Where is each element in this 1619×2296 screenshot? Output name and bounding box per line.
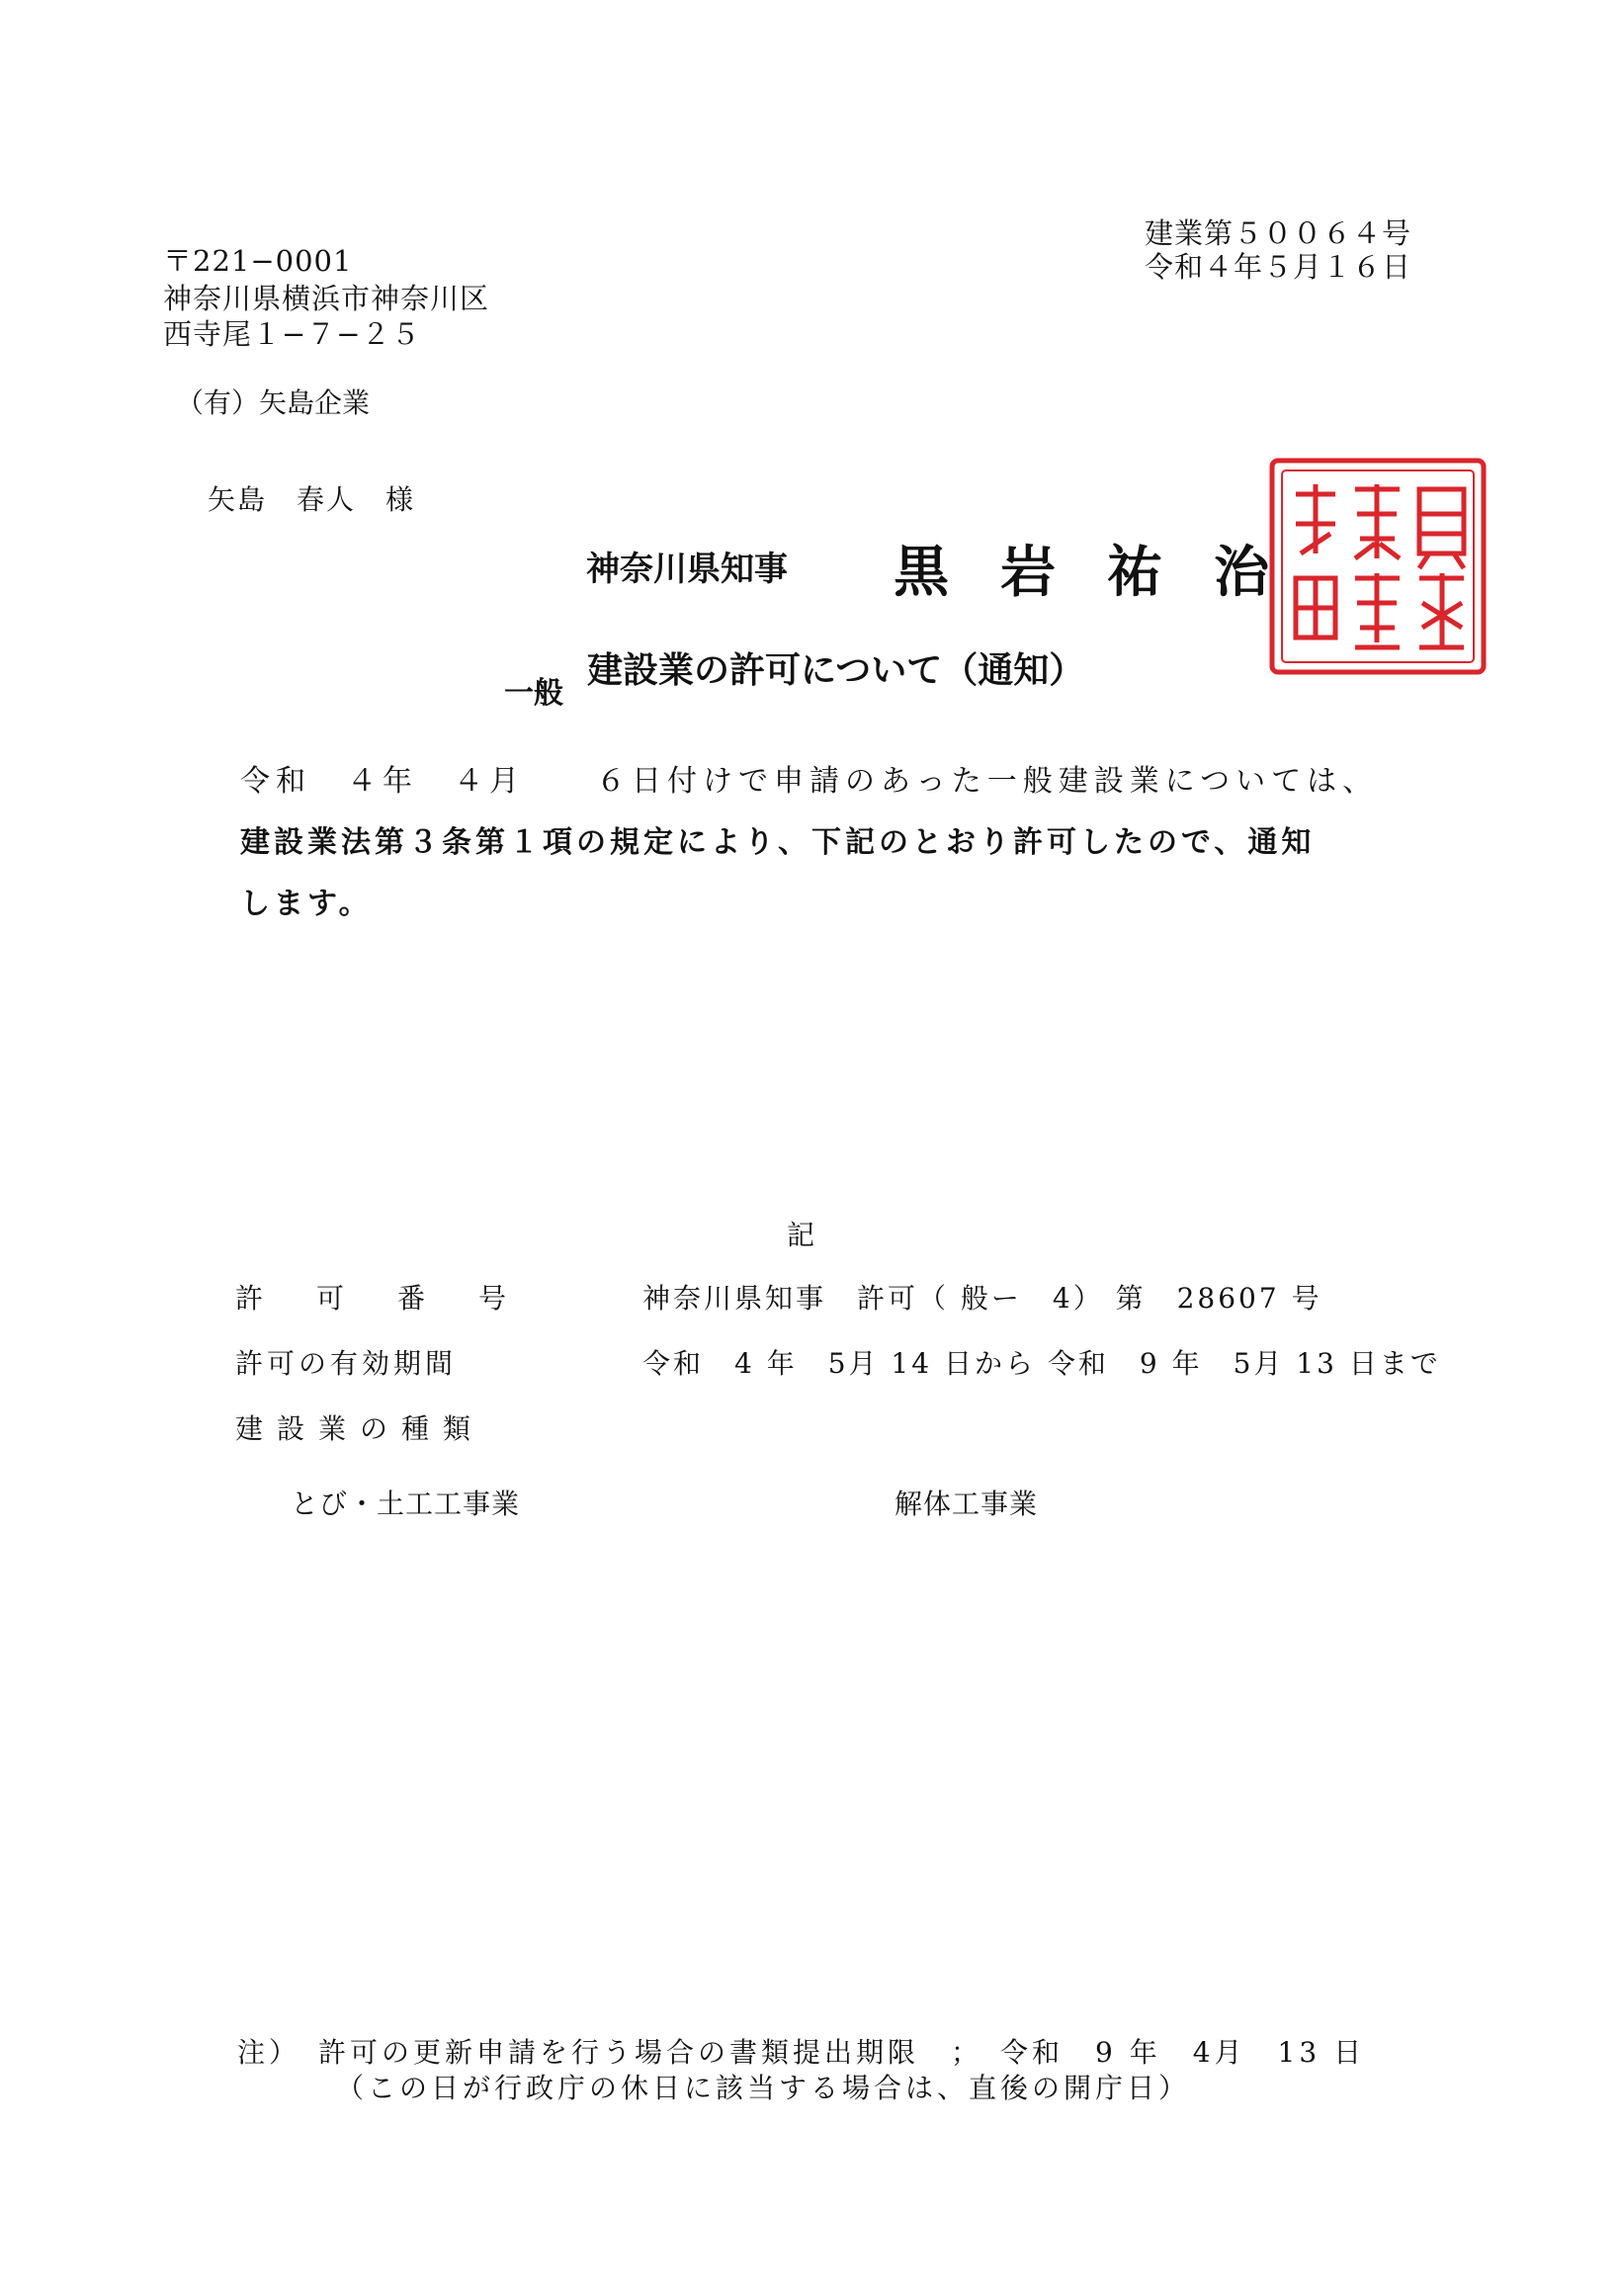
detail-label-business-types: 建設業の種類: [235, 1412, 485, 1445]
subject-title: 建設業の許可について（通知）: [587, 649, 1085, 691]
body-paragraph: [240, 751, 1456, 935]
detail-label-permit-number: 許 可 番 号: [235, 1282, 510, 1315]
seal-glyph-5: [1355, 573, 1400, 647]
addressee-name: 矢島 春人 様: [208, 483, 416, 516]
seal-glyph-3: [1419, 489, 1464, 568]
detail-label-validity-period: 許可の有効期間: [235, 1347, 458, 1380]
reference-date: 令和４年５月１６日: [1145, 250, 1412, 284]
detail-value-validity-period: 令和 4 年 5月 14 日から 令和 9 年 5月 13 日まで: [642, 1347, 1441, 1380]
note-line-2: （この日が行政庁の休日に該当する場合は、直後の開庁日）: [336, 2072, 1191, 2104]
postal-code: 〒221−0001: [163, 244, 353, 278]
seal-glyph-2: [1355, 484, 1400, 558]
address-line-1: 神奈川県横浜市神奈川区: [163, 282, 490, 315]
issuer-title: 神奈川県知事: [586, 550, 788, 589]
seal-glyph-4: [1296, 578, 1335, 638]
business-type-item: とび・土工工事業: [291, 1488, 521, 1520]
seal-glyph-1: [1296, 484, 1335, 553]
detail-value-permit-number: 神奈川県知事 許可（ 般ー 4） 第 28607 号: [642, 1282, 1322, 1315]
address-line-2: 西寺尾１−７−２５: [163, 317, 421, 351]
issuer-name: 黒岩祐治: [894, 540, 1321, 605]
body-line-1: 令和 ４年 ４月 ６日付けで申請のあった一般建設業については、: [240, 764, 1379, 799]
seal-glyph-6: [1419, 573, 1464, 647]
body-line-2: 建設業法第３条第１項の規定により、下記のとおり許可したので、通知: [240, 825, 1316, 860]
reference-number: 建業第５００６４号: [1145, 216, 1412, 250]
official-seal-stamp: [1266, 455, 1490, 678]
subject-prefix: 一般: [504, 676, 563, 711]
ki-label: 記: [787, 1219, 815, 1251]
body-line-3: します。: [240, 887, 373, 921]
company-name: （有）矢島企業: [176, 386, 371, 419]
note-line-1: 注） 許可の更新申請を行う場合の書類提出期限 ； 令和 9 年 4月 13 日: [237, 2036, 1366, 2069]
business-type-item: 解体工事業: [895, 1488, 1039, 1520]
